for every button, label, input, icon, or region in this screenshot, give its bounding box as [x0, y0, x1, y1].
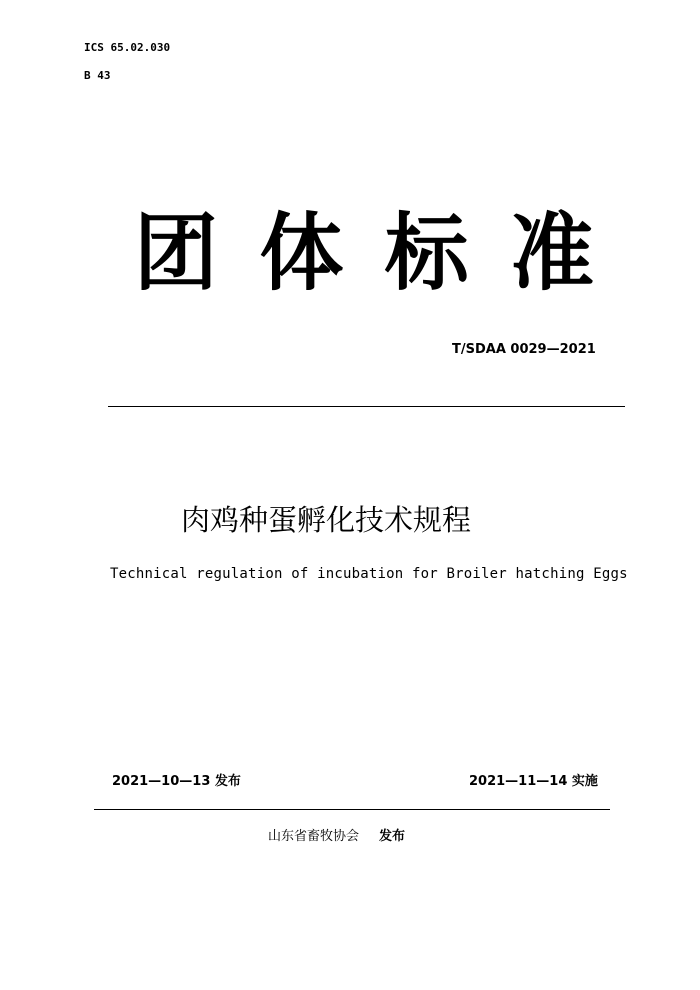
ics-code: ICS 65.02.030	[84, 41, 171, 54]
heading-char: 团	[134, 203, 219, 302]
top-divider	[108, 406, 625, 407]
standard-code: T/SDAA 0029—2021	[452, 342, 596, 357]
heading-char: 体	[259, 203, 344, 302]
implement-date: 2021—11—14 实施	[469, 774, 598, 789]
bottom-divider	[94, 809, 610, 810]
document-title-en: Technical regulation of incubation for Broiler hatching Eggs	[110, 566, 628, 582]
classification-code: B 43	[84, 69, 111, 82]
document-title-cn: 肉鸡种蛋孵化技术规程	[181, 503, 472, 537]
publish-date: 2021—10—13 发布	[112, 774, 241, 789]
publisher-organization: 山东省畜牧协会	[268, 829, 360, 844]
publish-label: 发布	[379, 829, 406, 844]
heading-char: 准	[509, 203, 594, 302]
standard-type-heading	[134, 205, 594, 301]
publisher-line	[268, 825, 405, 844]
heading-char: 标	[384, 203, 469, 302]
